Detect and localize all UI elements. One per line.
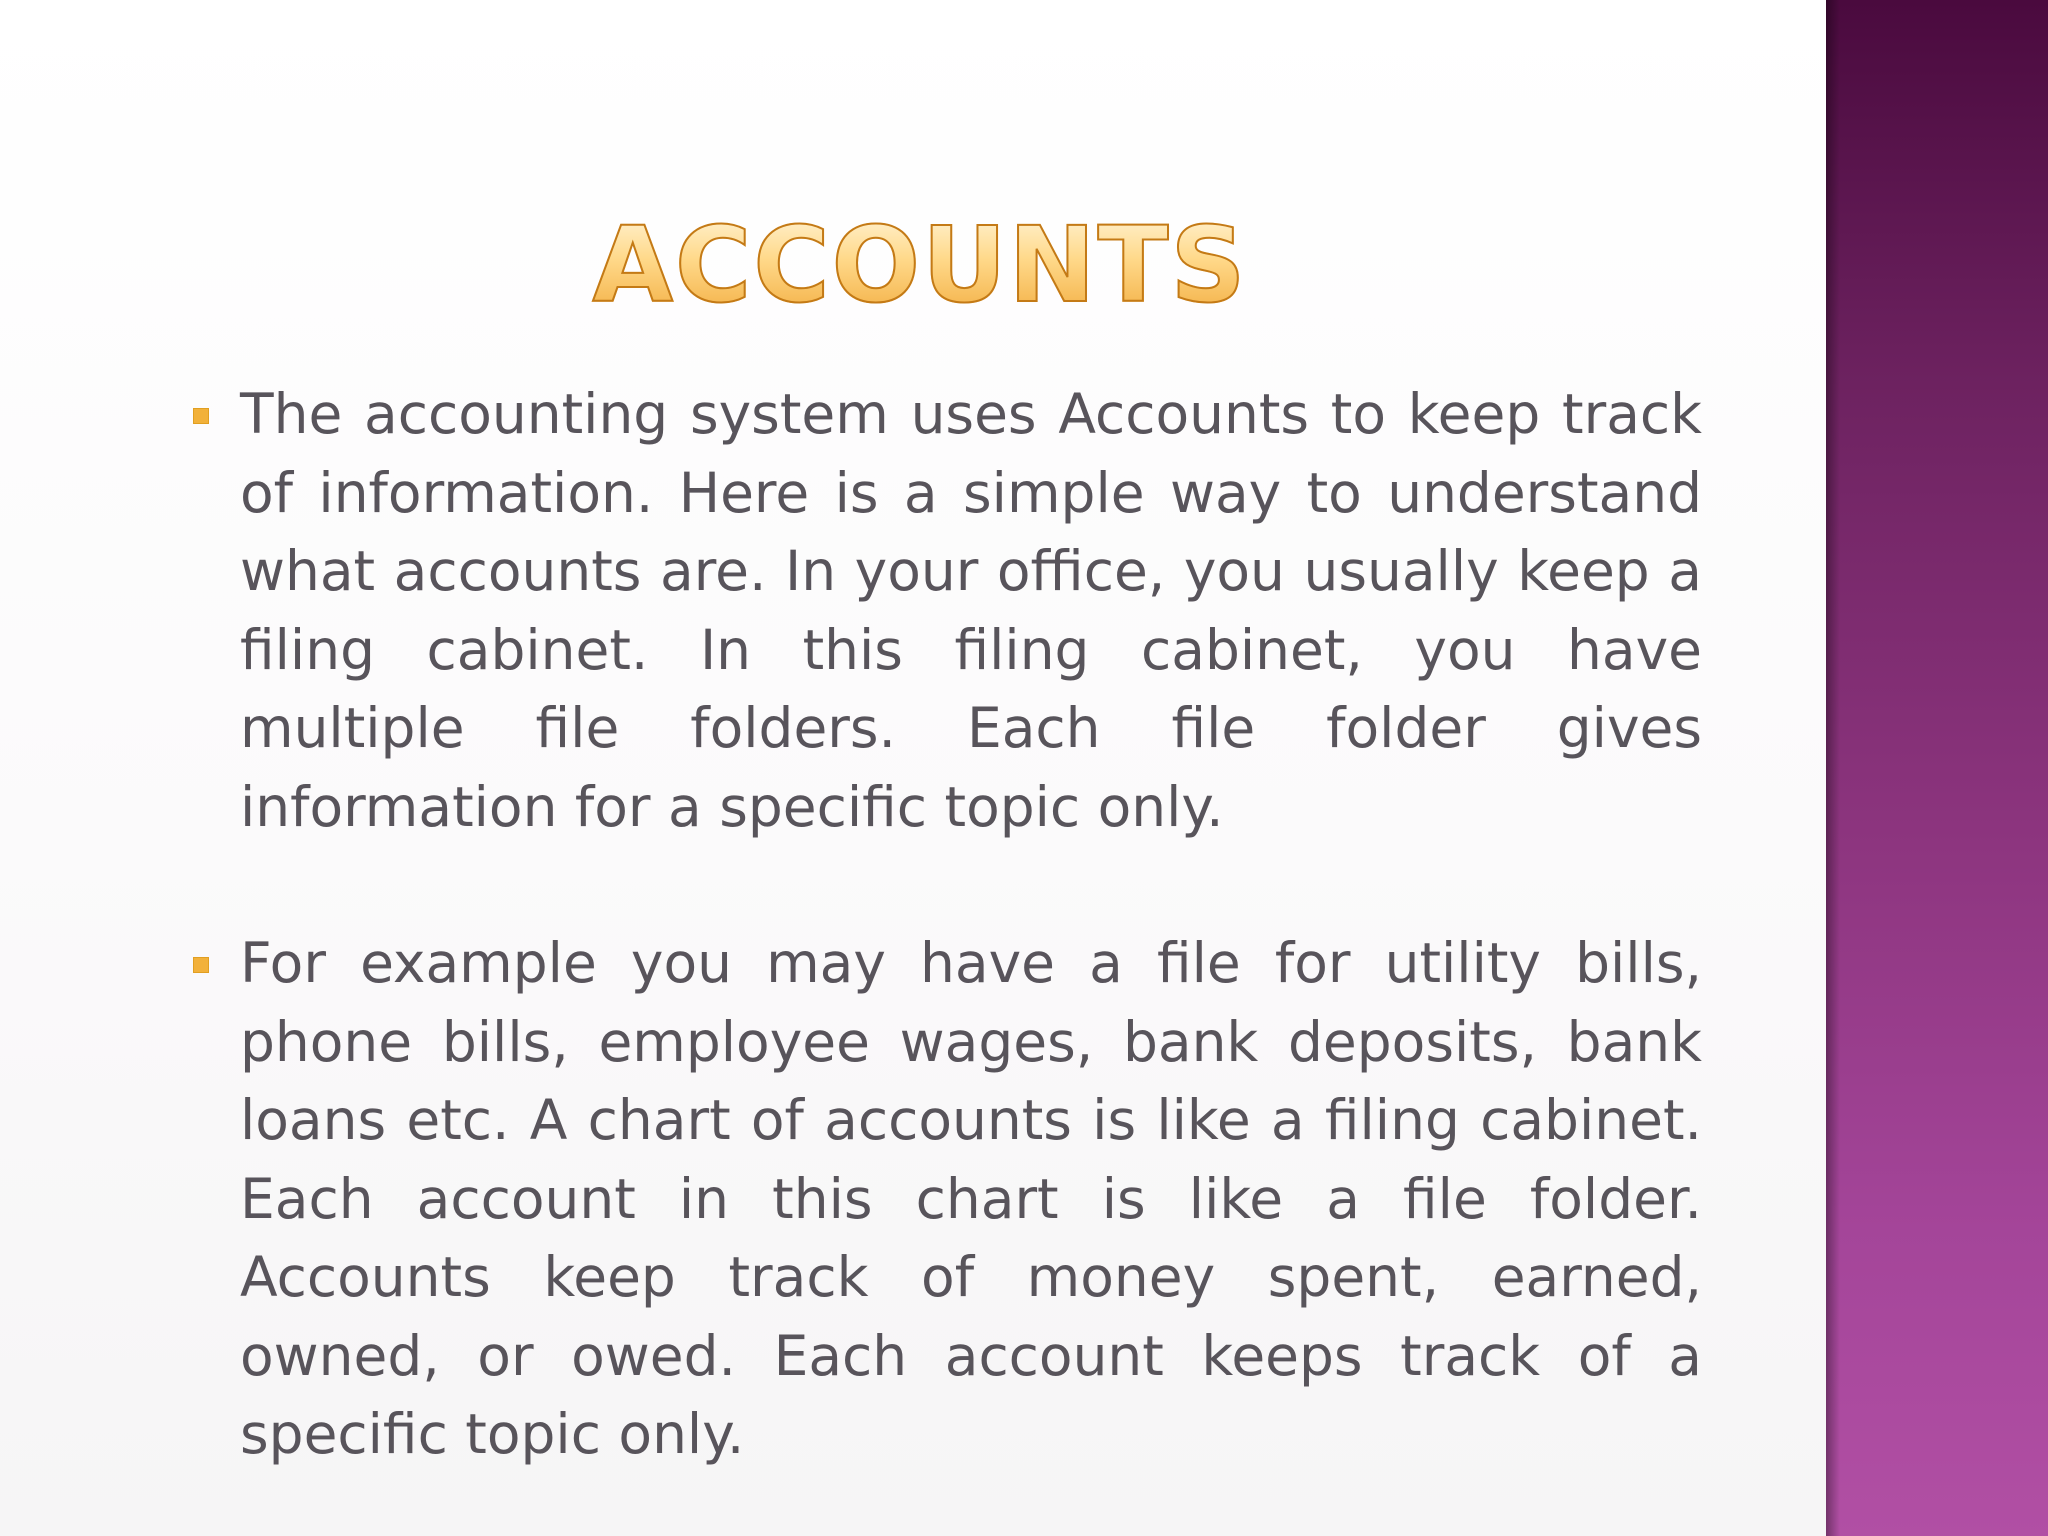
- side-band-shadow: [1826, 0, 1840, 1536]
- decorative-side-band: [1826, 0, 2048, 1536]
- bullet-text: For example you may have a file for utility bills, phone bills, employee wages, bank deposits, bank loans etc. A chart of accounts is like a filing cabinet. Each account in this chart is like a file folder. Accounts keep track of money spent, earned, owned, or owed. Each account keeps track of a specific topic only.: [240, 931, 1702, 1466]
- bullet-item: [190, 924, 1702, 1474]
- bullet-text: The accounting system uses Accounts to keep track of information. Here is a simple way to understand what accounts are. In your office, you usually keep a filing cabinet. In this filing cabinet, you have multiple file folders. Each file folder gives information for a specific topic only.: [240, 382, 1702, 839]
- square-bullet-icon: [193, 957, 209, 973]
- bullet-item: [190, 375, 1702, 846]
- slide-title: ACCOUNTS: [520, 205, 1320, 325]
- bullet-list: [190, 375, 1702, 1474]
- square-bullet-icon: [193, 408, 209, 424]
